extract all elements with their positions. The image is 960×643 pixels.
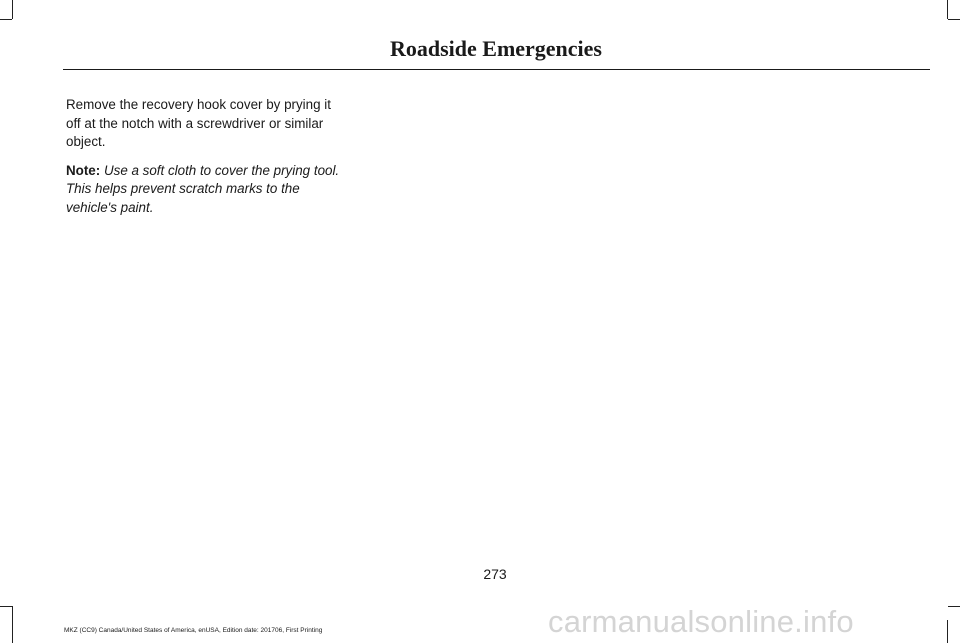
- note-paragraph: [66, 162, 342, 218]
- header-divider: [63, 69, 930, 70]
- watermark-text: carmanualsonline.info: [548, 604, 854, 639]
- page-number: 273: [483, 566, 507, 582]
- section-title: Roadside Emergencies: [389, 36, 602, 61]
- crop-mark-top-right: [948, 19, 960, 20]
- crop-mark-bottom-left: [12, 606, 13, 643]
- crop-mark-top-left: [12, 0, 13, 19]
- crop-mark-top-right: [947, 0, 948, 19]
- edition-info: MKZ (CC9) Canada/United States of America, enUSA, Edition date: 201706, First Printing: [64, 627, 323, 634]
- crop-mark-top-left: [0, 19, 12, 20]
- instruction-paragraph: Remove the recovery hook cover by prying it off at the notch with a screwdriver or similar object.: [66, 97, 331, 149]
- crop-mark-bottom-right: [948, 606, 960, 607]
- body-content: [66, 96, 342, 227]
- note-label: Note:: [66, 162, 101, 178]
- crop-mark-bottom-right: [947, 620, 948, 643]
- note-text: Use a soft cloth to cover the prying tool. This helps prevent scratch marks to the vehicle's paint.: [66, 162, 340, 215]
- crop-mark-bottom-left: [0, 606, 12, 607]
